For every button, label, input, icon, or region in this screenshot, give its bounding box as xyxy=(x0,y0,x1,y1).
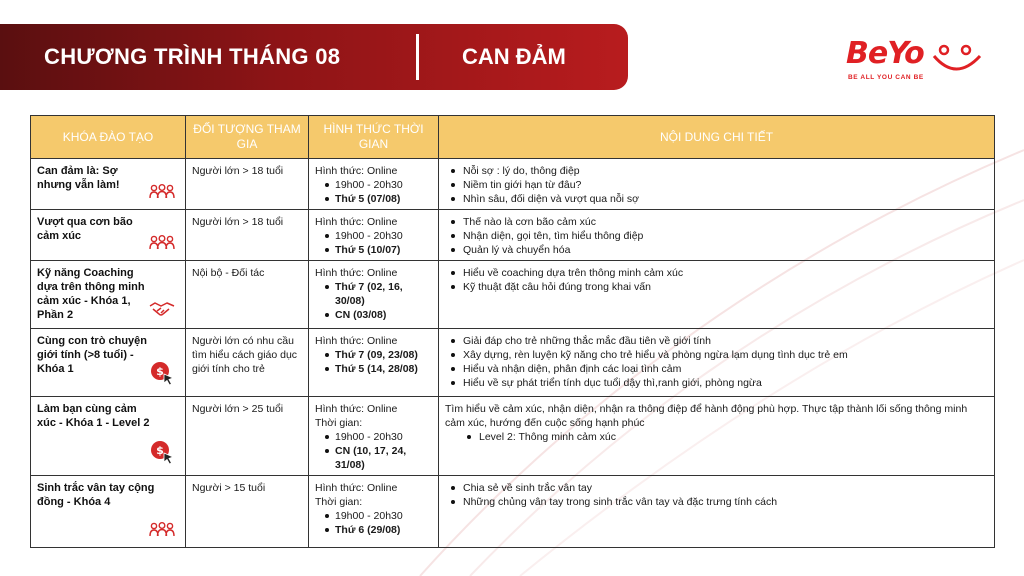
course-name: Sinh trắc vân tay cộng đồng - Khóa 4 xyxy=(37,482,155,508)
column-header-details: NỘI DUNG CHI TIẾT xyxy=(439,116,995,159)
format-cell xyxy=(309,159,439,210)
course-name: Làm bạn cùng cảm xúc - Khóa 1 - Level 2 xyxy=(37,403,150,429)
format-label: Thời gian: xyxy=(315,417,363,429)
detail-list xyxy=(445,266,988,294)
course-cell xyxy=(31,261,186,329)
format-label: Hình thức: Online xyxy=(315,165,398,177)
details-cell xyxy=(439,261,995,329)
format-cell xyxy=(309,397,439,476)
audience-cell: Người lớn có nhu cầu tìm hiểu cách giáo dục giới tính cho trẻ xyxy=(186,329,309,397)
detail-intro: Tìm hiểu về cảm xúc, nhận diện, nhận ra thông điệp để hành động phù hợp. Thực tập thành lối sống thông minh cảm xúc, hướng đến cuộc sống hạnh phúc xyxy=(445,403,968,429)
detail-list xyxy=(445,334,988,390)
details-cell xyxy=(439,159,995,210)
group-icon xyxy=(149,234,175,254)
logo-tagline: BE ALL YOU CAN BE xyxy=(848,74,924,81)
audience-cell: Người lớn > 18 tuổi xyxy=(186,210,309,261)
detail-item: Hiểu và nhận diện, phân định các loại tình cảm xyxy=(451,362,988,376)
detail-list xyxy=(445,481,988,509)
schedule-item: Thứ 7 (09, 23/08) xyxy=(325,348,432,362)
detail-list xyxy=(445,215,988,257)
course-cell xyxy=(31,397,186,476)
schedule-list xyxy=(315,348,432,376)
schedule-item: Thứ 6 (29/08) xyxy=(325,523,432,537)
table-row xyxy=(31,476,995,548)
format-label: Hình thức: Online xyxy=(315,403,398,415)
column-header-format: HÌNH THỨC THỜI GIAN xyxy=(309,116,439,159)
format-cell xyxy=(309,261,439,329)
program-table xyxy=(30,115,995,548)
details-cell xyxy=(439,329,995,397)
table-row xyxy=(31,210,995,261)
format-label: Hình thức: Online xyxy=(315,335,398,347)
detail-item: Giải đáp cho trẻ những thắc mắc đầu tiên về giới tính xyxy=(451,334,988,348)
schedule-list xyxy=(315,229,432,257)
schedule-item: 19h00 - 20h30 xyxy=(325,430,432,444)
format-cell xyxy=(309,210,439,261)
group-icon xyxy=(149,521,175,541)
detail-item: Kỹ thuật đặt câu hỏi đúng trong khai vấn xyxy=(451,280,988,294)
smile-icon xyxy=(930,42,988,76)
detail-item: Chia sẻ về sinh trắc vân tay xyxy=(451,481,988,495)
course-cell xyxy=(31,476,186,548)
detail-item: Xây dựng, rèn luyện kỹ năng cho trẻ hiểu và phòng ngừa lạm dụng tình dục trẻ em xyxy=(451,348,988,362)
page-title: CHƯƠNG TRÌNH THÁNG 08 xyxy=(44,44,341,69)
table-header-row xyxy=(31,116,995,159)
paid-click-icon xyxy=(149,360,175,390)
schedule-item: 19h00 - 20h30 xyxy=(325,229,432,243)
format-label: Hình thức: Online xyxy=(315,482,398,494)
table-row xyxy=(31,159,995,210)
course-name: Can đảm là: Sợ nhưng vẫn làm! xyxy=(37,165,120,191)
course-name: Vượt qua cơn bão cảm xúc xyxy=(37,216,133,242)
logo-brand: BeYo xyxy=(846,36,924,71)
schedule-item: Thứ 5 (10/07) xyxy=(325,243,432,257)
detail-item: Thế nào là cơn bão cảm xúc xyxy=(451,215,988,229)
details-cell xyxy=(439,397,995,476)
schedule-item: Thứ 5 (07/08) xyxy=(325,192,432,206)
format-label: Thời gian: xyxy=(315,496,363,508)
audience-cell: Người lớn > 25 tuổi xyxy=(186,397,309,476)
course-cell xyxy=(31,329,186,397)
detail-item: Nhận diện, gọi tên, tìm hiểu thông điệp xyxy=(451,229,988,243)
course-cell xyxy=(31,159,186,210)
audience-cell: Người > 15 tuổi xyxy=(186,476,309,548)
schedule-list xyxy=(315,178,432,206)
format-label: Hình thức: Online xyxy=(315,267,398,279)
course-cell xyxy=(31,210,186,261)
audience-cell: Nội bộ - Đối tác xyxy=(186,261,309,329)
schedule-list xyxy=(315,280,432,322)
table-row xyxy=(31,397,995,476)
detail-item: Nhìn sâu, đối diện và vượt qua nỗi sợ xyxy=(451,192,988,206)
theme-title: CAN ĐẢM xyxy=(462,44,566,69)
schedule-item: Thứ 5 (14, 28/08) xyxy=(325,362,432,376)
paid-click-icon xyxy=(149,439,175,469)
detail-item: Level 2: Thông minh cảm xúc xyxy=(467,430,988,444)
course-name: Kỹ năng Coaching dựa trên thông minh cảm xúc - Khóa 1, Phần 2 xyxy=(37,267,145,321)
schedule-item: CN (10, 17, 24, 31/08) xyxy=(325,444,432,472)
format-cell xyxy=(309,329,439,397)
course-name: Cùng con trò chuyện giới tính (>8 tuổi) - Khóa 1 xyxy=(37,335,147,375)
column-header-audience: ĐỐI TƯỢNG THAM GIA xyxy=(186,116,309,159)
column-header-course: KHÓA ĐÀO TẠO xyxy=(31,116,186,159)
schedule-item: Thứ 7 (02, 16, 30/08) xyxy=(325,280,432,308)
beyo-logo xyxy=(846,36,996,98)
details-cell xyxy=(439,476,995,548)
audience-cell: Người lớn > 18 tuổi xyxy=(186,159,309,210)
schedule-item: 19h00 - 20h30 xyxy=(325,509,432,523)
detail-item: Quản lý và chuyển hóa xyxy=(451,243,988,257)
svg-text:$: $ xyxy=(156,444,164,457)
group-icon xyxy=(149,183,175,203)
detail-list xyxy=(445,164,988,206)
detail-item: Niềm tin giới hạn từ đâu? xyxy=(451,178,988,192)
schedule-list xyxy=(315,430,432,472)
svg-text:$: $ xyxy=(156,365,164,378)
banner-divider xyxy=(416,34,419,80)
table-row xyxy=(31,261,995,329)
detail-item: Hiểu về coaching dựa trên thông minh cảm xúc xyxy=(451,266,988,280)
detail-item: Những chủng vân tay trong sinh trắc vân tay và đặc trưng tính cách xyxy=(451,495,988,509)
title-banner xyxy=(0,24,628,90)
detail-item: Nỗi sợ : lý do, thông điệp xyxy=(451,164,988,178)
format-label: Hình thức: Online xyxy=(315,216,398,228)
schedule-list xyxy=(315,509,432,537)
detail-item: Hiểu về sự phát triển tính dục tuổi dậy thì,ranh giới, phòng ngừa xyxy=(451,376,988,390)
table-row xyxy=(31,329,995,397)
details-cell xyxy=(439,210,995,261)
schedule-item: CN (03/08) xyxy=(325,308,432,322)
schedule-item: 19h00 - 20h30 xyxy=(325,178,432,192)
handshake-icon xyxy=(149,300,175,322)
detail-list xyxy=(445,430,988,444)
format-cell xyxy=(309,476,439,548)
